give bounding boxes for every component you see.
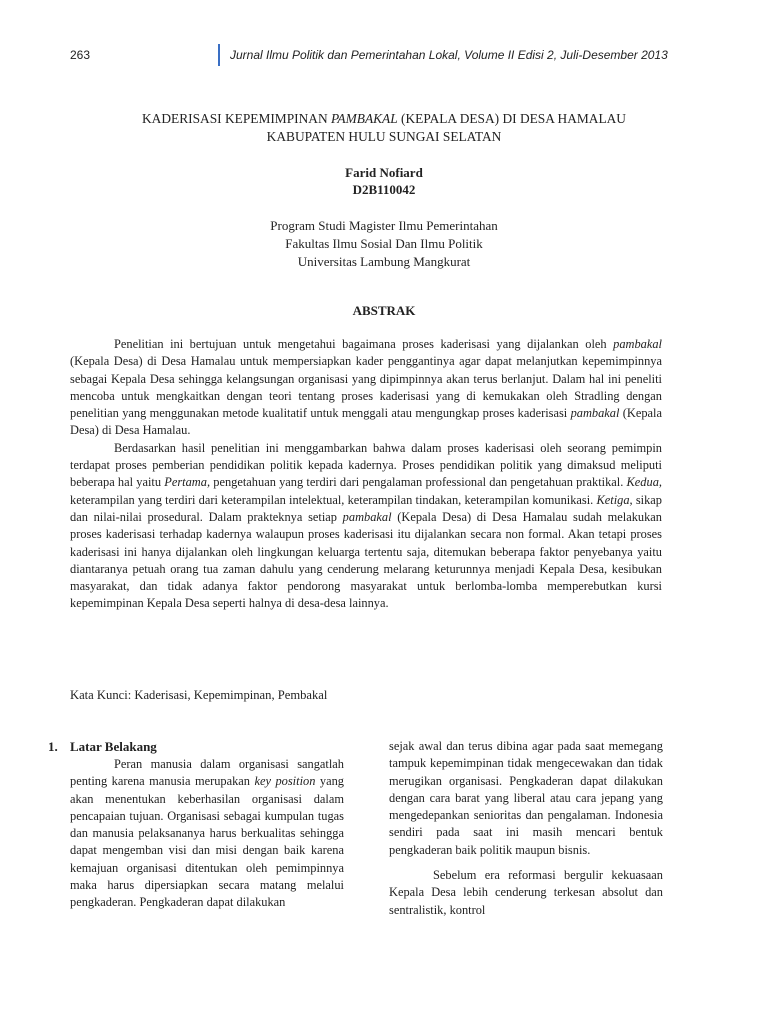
body-paragraph: Sebelum era reformasi bergulir kekuasaan Kepala Desa lebih cenderung terkesan absolut dan sentralistik, kontrol [389,868,663,917]
body-italic: key position [254,774,316,789]
journal-name: Jurnal Ilmu Politik dan Pemerintahan Lokal, [230,48,461,62]
abstract-italic: Pertama, [164,475,211,490]
keywords: Kata Kunci: Kaderisasi, Kepemimpinan, Pembakal [70,688,328,702]
abstract-heading: ABSTRAK [352,303,416,318]
abstract-italic: pambakal [613,337,662,351]
body-paragraph-continued: sejak awal dan terus dibina agar pada saat memegang tampuk kepemimpinan tidak mengecewakan dan tidak merugikan organisasi. Pengkaderan dapat dilakukan dengan cara barat yang liberal atau cara jepang yang mengedepankan senioritas dan pengalaman. Indonesia sendiri pada saat ini masih mencari bentuk pengkaderan baik politik maupun bisnis. [389,739,663,857]
body-text: Peran manusia dalam organisasi sangatlah penting karena manusia merupakan [70,757,344,789]
author-name: Farid Nofiard [345,165,423,180]
abstract-body [70,336,662,613]
abstract-text: (Kepala Desa) di Desa Hamalau untuk mempersiapkan kader penggantinya agar dapat melanjutkan kepemimpinnya sebagai Kepala Desa sehingga kelangsungan organisasi yang dipimpinnya akan terus berlanjut. Dalam hal ini peneliti mencoba untuk mengkaitkan dengan teori tentang proses kaderisasi yang di kemukakan oleh Stradling dengan penelitian yang menggunakan metode kualitatif untuk menggali atau mengungkap proses kaderisasi [70,354,662,421]
right-column [389,738,663,919]
abstract-paragraph-1 [70,336,662,440]
author-id: D2B110042 [352,182,416,197]
left-column [48,738,344,912]
abstract-italic: pambakal [570,406,620,421]
abstract-text: Penelitian ini bertujuan untuk mengetahui bagaimana proses kaderisasi yang dijalankan oleh [114,337,614,351]
page-number: 263 [70,48,91,62]
title-line-1 [70,110,698,128]
section-heading [48,738,344,756]
author-block [70,164,698,198]
header-divider [218,44,220,66]
abstract-text: keterampilan yang terdiri dari keterampilan intelektual, keterampilan tindakan, keterampilan komunikasi. [70,492,597,507]
section-number: 1. [48,739,58,754]
abstract-italic: pambakal [342,509,392,524]
affiliation-faculty: Fakultas Ilmu Sosial Dan Ilmu Politik [285,236,483,251]
abstract-text: sikap dan nilai-nilai prosedural. Dalam prakteknya setiap [70,492,662,524]
section-body-left [70,756,344,912]
title-text-a: KADERISASI KEPEMIMPINAN [142,111,331,126]
title-line-2: KABUPATEN HULU SUNGAI SELATAN [266,129,502,144]
title-text-b: (KEPALA DESA) DI DESA HAMALAU [397,111,626,126]
abstract-italic: Kedua, [626,475,662,490]
abstract-italic: Ketiga, [596,492,633,507]
body-text: yang akan menentukan keberhasilan organisasi dalam pencapaian tujuan. Organisasi sebagai kumpulan tugas dan manusia pelaksananya harus berkualitas sehingga dapat mengemban visi dan misi dengan baik karena kemajuan organisasi ditentukan oleh pemimpinnya maka harus dipersiapkan secara matang melalui pengkaderan. Pengkaderan dapat dilakukan [70,774,344,910]
affiliation-program: Program Studi Magister Ilmu Pemerintahan [270,218,498,233]
title-italic: PAMBAKAL [330,111,398,126]
abstract-text: pengetahuan yang terdiri dari pengalaman professional dan pengetahuan praktikal. [210,475,627,490]
running-header [70,44,690,68]
affiliation-block [70,217,698,271]
abstract-text: (Kepala Desa) di Desa Hamalau. [70,406,662,438]
abstract-text: (Kepala Desa) di Desa Hamalau sudah melakukan proses kaderisasi terhadap kadernya walaupun proses kaderisasi itu dijalankan secara non formal. Akan tetapi proses kaderisasi ini hanya dijalankan oleh lingkungan keluarga tertentu saja, ditemukan beberapa faktor penyebanya yaitu diantaranya petuah orang tua zaman dahulu yang cenderung melarang keturunnya menjadi Kepala Desa, kesibukan masyarakat, dan tidak adanya faktor pendorong masyarakat untuk berlomba-lomba memperebutkan kursi kepemimpinan Kepala Desa seperti halnya di desa-desa lainnya. [70,509,662,611]
affiliation-university: Universitas Lambung Mangkurat [297,254,471,269]
abstract-paragraph-2 [70,440,662,613]
abstract-text: Berdasarkan hasil penelitian ini menggambarkan bahwa dalam proses kaderisasi oleh seorang pemimpin terdapat proses pemberian pendidikan politik kepada kadernya. Proses pendidikan politik yang dimaksud meliputi beberapa hal yaitu [70,440,662,490]
section-title: Latar Belakang [70,739,157,754]
article-title [70,110,698,146]
journal-volume: Volume II Edisi 2, Juli-Desember 2013 [460,48,668,62]
journal-citation [230,48,668,62]
body-paragraph [70,756,344,912]
